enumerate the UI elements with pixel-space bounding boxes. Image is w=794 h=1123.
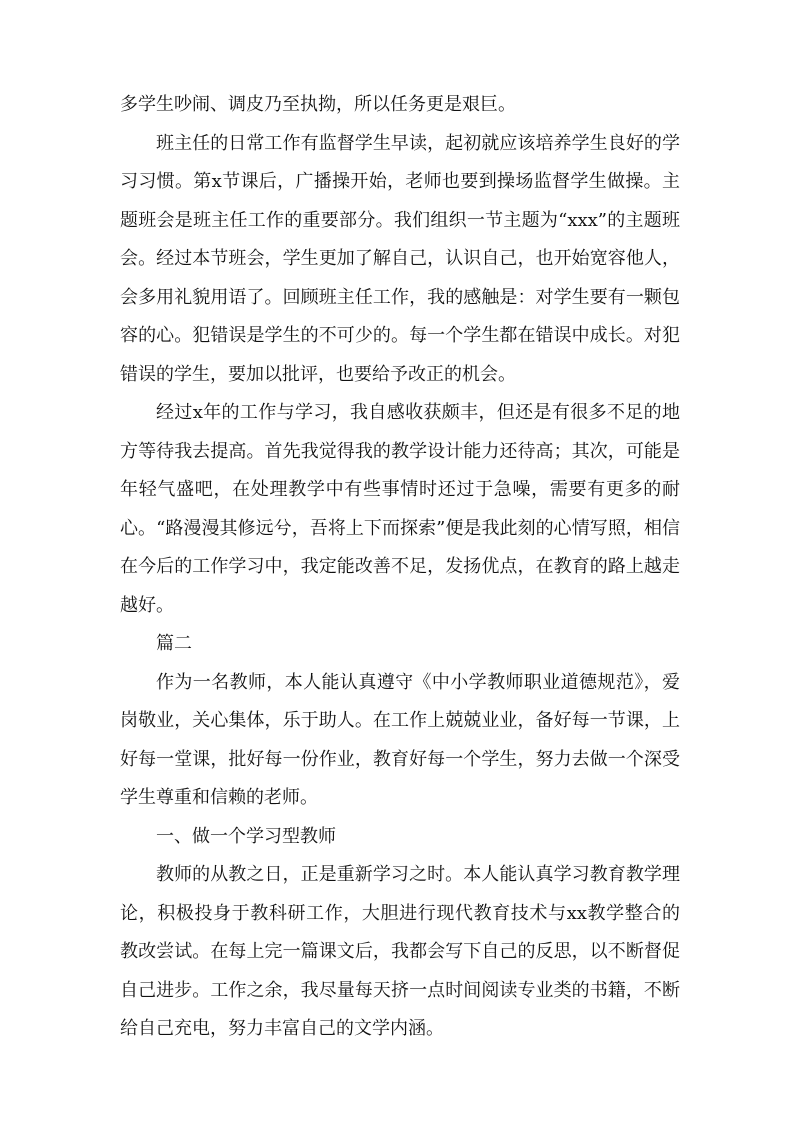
document-body (120, 86, 680, 1049)
paragraph-teacher-ethics: 作为一名教师，本人能认真遵守《中小学教师职业道德规范》，爱岗敬业，关心集体，乐于助人。在工作上兢兢业业，备好每一节课，上好每一堂课，批好每一份作业，教育好每一个学生，努力去做一个深受学生尊重和信赖的老师。 (120, 671, 680, 808)
paragraph-continued: 多学生吵闹、调皮乃至执拗，所以任务更是艰巨。 (120, 94, 516, 115)
paragraph-continuous-learning: 教师的从教之日，正是重新学习之时。本人能认真学习教育教学理论，积极投身于教科研工作，大胆进行现代教育技术与xx教学整合的教改尝试。在每上完一篇课文后，我都会写下自己的反思，以不断督促自己进步。工作之余，我尽量每天挤一点时间阅读专业类的书籍，不断给自己充电，努力丰富自己的文学内涵。 (120, 864, 680, 1039)
paragraph-reflection: 经过x年的工作与学习，我自感收获颇丰，但还是有很多不足的地方等待我去提高。首先我觉得我的教学设计能力还待高；其次，可能是年轻气盛吧，在处理教学中有些事情时还过于急噪，需要有更多的耐心。“路漫漫其修远兮，吾将上下而探索”便是我此刻的心情写照，相信在今后的工作学习中，我定能改善不足，发扬优点，在教育的路上越走越好。 (120, 402, 680, 616)
subheading-learning-teacher: 一、做一个学习型教师 (156, 825, 336, 847)
section-heading-part-two: 篇二 (156, 633, 192, 654)
paragraph-class-teacher-work: 班主任的日常工作有监督学生早读，起初就应该培养学生良好的学习习惯。第x节课后，广播操开始，老师也要到操场监督学生做操。主题班会是班主任工作的重要部分。我们组织一节主题为“xxx”的主题班会。经过本节班会，学生更加了解自己，认识自己，也开始宽容他人，会多用礼貌用语了。回顾班主任工作，我的感触是：对学生要有一颗包容的心。犯错误是学生的不可少的。每一个学生都在错误中成长。对犯错误的学生，要加以批评，也要给予改正的机会。 (120, 132, 680, 385)
